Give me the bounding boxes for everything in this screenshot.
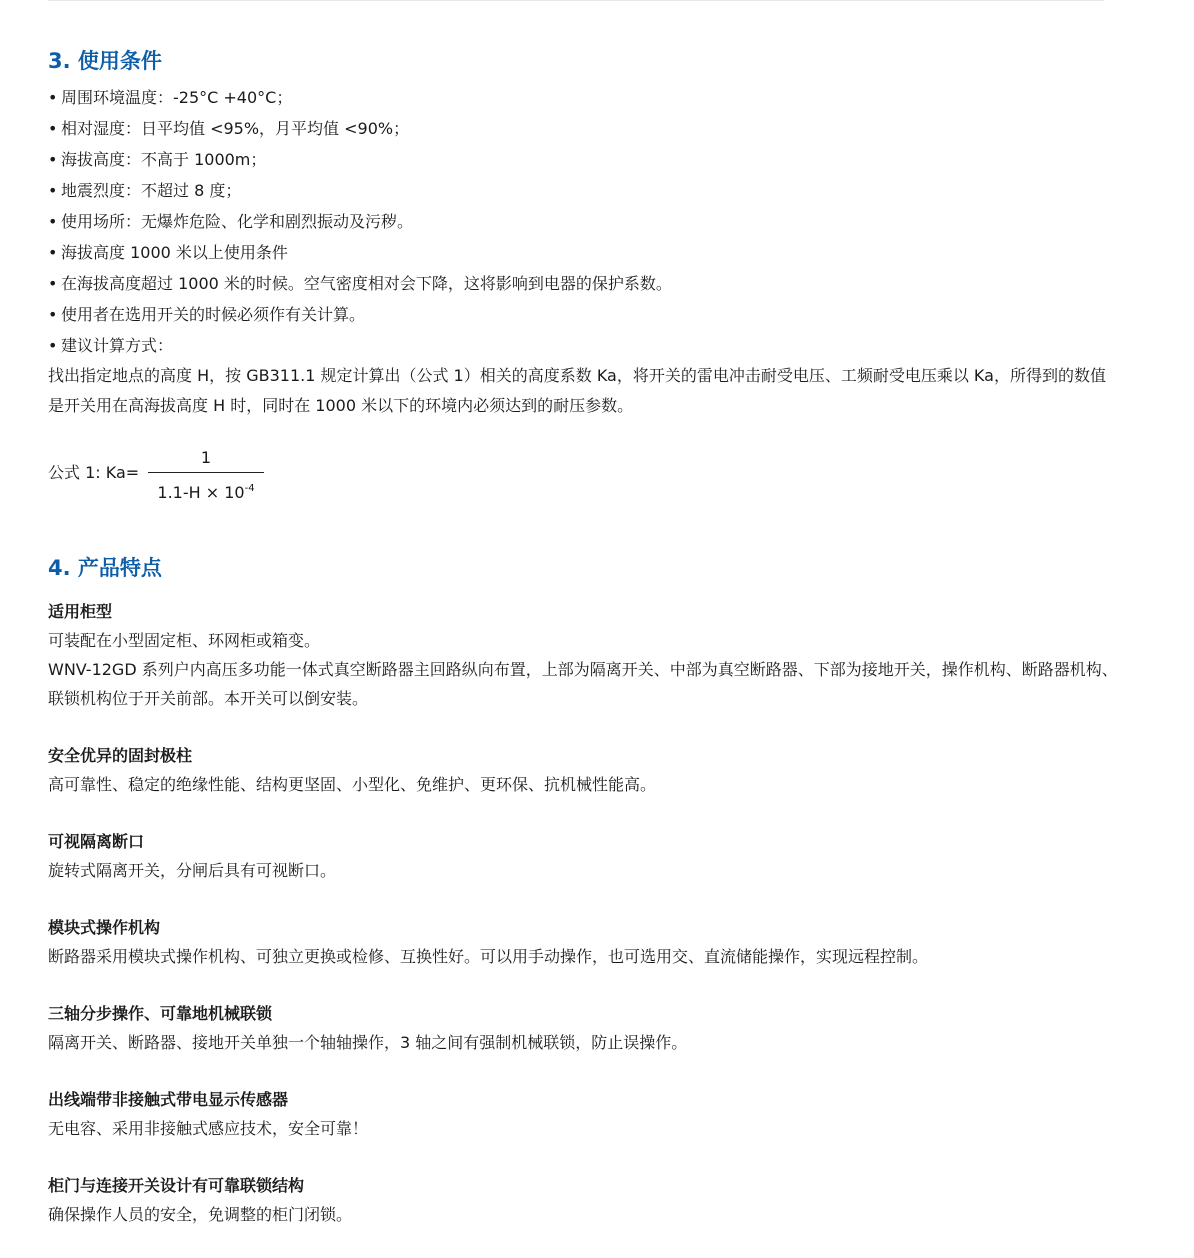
calculation-paragraph: 找出指定地点的高度 H，按 GB311.1 规定计算出（公式 1）相关的高度系数 Ka，将开关的雷电冲击耐受电压、工频耐受电压乘以 Ka，所得到的数值是开关用在高海拔高度 H 时，同时在 1000 米以下的环境内必须达到的耐压参数。 [48,366,1106,415]
bullet-icon: • [48,305,58,324]
section-4-title: 4. 产品特点 [48,556,162,580]
feature-text: 可装配在小型固定柜、环网柜或箱变。 [48,631,321,650]
list-item: • 相对湿度：日平均值 <95%，月平均值 <90%； [48,113,1118,144]
document-content [48,46,1118,1229]
formula-denominator: $1.1-H \times 10^{-4}$ [157,483,255,502]
feature-block [48,827,1118,885]
section-4 [48,553,1118,1229]
feature-title: 出线端带非接触式带电显示传感器 [48,1090,289,1109]
feature-text: 确保操作人员的安全，免调整的柜门闭锁。 [48,1205,353,1224]
bullet-icon: • [48,150,58,169]
bullet-icon: • [48,336,58,355]
feature-block [48,741,1118,799]
bullet-icon: • [48,88,58,107]
feature-text: WNV-12GD 系列户内高压多功能一体式真空断路器主回路纵向布置，上部为隔离开关、中部为真空断路器、下部为接地开关，操作机构、断路器机构、联锁机构位于开关前部。本开关可以倒安装。 [48,660,1118,708]
bullet-icon: • [48,119,58,138]
list-item: • 地震烈度：不超过 8 度； [48,175,1118,206]
feature-text: 高可靠性、稳定的绝缘性能、结构更坚固、小型化、免维护、更环保、抗机械性能高。 [48,775,657,794]
feature-title: 适用柜型 [48,602,113,621]
formula-exponent: -4 [244,483,255,494]
formula [48,447,1118,511]
list-item: • 在海拔高度超过 1000 米的时候。空气密度相对会下降，这将影响到电器的保护系数。 [48,268,1118,299]
list-item: • 使用者在选用开关的时候必须作有关计算。 [48,299,1118,330]
feature-block [48,1171,1118,1229]
feature-block [48,1085,1118,1143]
formula-fraction [148,447,264,502]
bullet-icon: • [48,212,58,231]
feature-title: 可视隔离断口 [48,832,145,851]
formula-numerator: 1 [148,447,264,473]
feature-text: 断路器采用模块式操作机构、可独立更换或检修、互换性好。可以用手动操作，也可选用交、直流储能操作，实现远程控制。 [48,947,929,966]
bullet-icon: • [48,274,58,293]
feature-text: 旋转式隔离开关，分闸后具有可视断口。 [48,861,337,880]
formula-lhs: 公式 1: Ka= [48,463,140,482]
list-item: • 海拔高度 1000 米以上使用条件 [48,237,1118,268]
usage-conditions-list [48,82,1118,361]
list-item: • 周围环境温度：-25°C +40°C； [48,82,1118,113]
feature-text: 隔离开关、断路器、接地开关单独一个轴轴操作，3 轴之间有强制机械联锁，防止误操作。 [48,1033,688,1052]
feature-text: 无电容、采用非接触式感应技术，安全可靠！ [48,1119,369,1138]
section-3-title: 3. 使用条件 [48,49,162,73]
list-item: • 海拔高度：不高于 1000m； [48,144,1118,175]
top-divider [48,0,1104,1]
feature-title: 柜门与连接开关设计有可靠联锁结构 [48,1176,305,1195]
bullet-icon: • [48,243,58,262]
feature-title: 安全优异的固封极柱 [48,746,193,765]
feature-block [48,999,1118,1057]
list-item: • 使用场所：无爆炸危险、化学和剧烈振动及污秽。 [48,206,1118,237]
feature-title: 三轴分步操作、可靠地机械联锁 [48,1004,273,1023]
feature-block [48,913,1118,971]
list-item: • 建议计算方式： [48,330,1118,361]
feature-block [48,597,1118,713]
bullet-icon: • [48,181,58,200]
feature-title: 模块式操作机构 [48,918,161,937]
